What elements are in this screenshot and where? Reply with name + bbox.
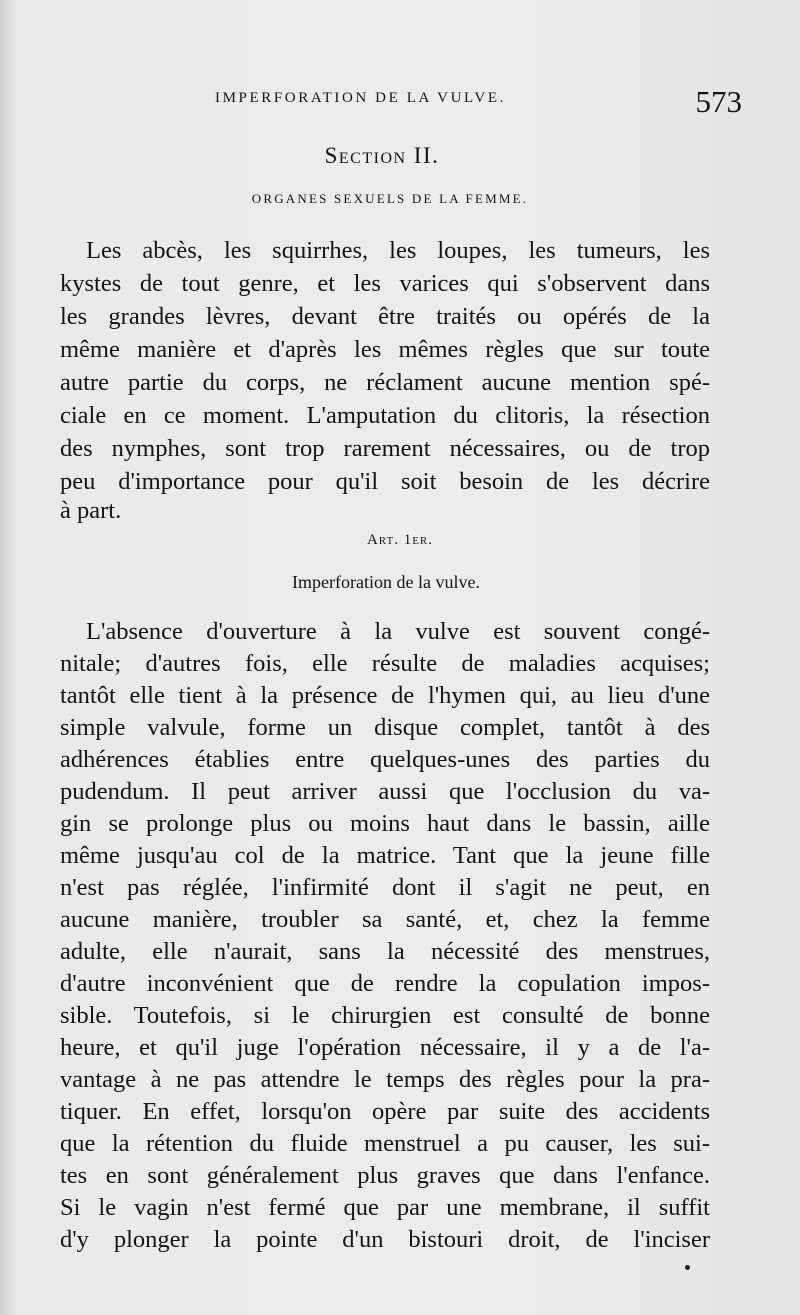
running-title: IMPERFORATION DE LA VULVE.	[215, 90, 506, 106]
paragraph-1-line: les grandes lèvres, devant être traités ou opérés de la	[60, 303, 710, 330]
paragraph-2-line: nitale; d'autres fois, elle résulte de maladies acquises;	[60, 650, 710, 677]
paragraph-2-line: d'y plonger la pointe d'un bistouri droit, de l'inciser	[60, 1226, 710, 1253]
paragraph-2-line: sible. Toutefois, si le chirurgien est consulté de bonne	[60, 1002, 710, 1029]
paragraph-2-line: d'autre inconvénient que de rendre la copulation impos-	[60, 970, 710, 997]
paragraph-1-line: autre partie du corps, ne réclament aucune mention spé-	[60, 369, 710, 396]
paragraph-1-line: kystes de tout genre, et les varices qui s'observent dans	[60, 270, 710, 297]
paragraph-2-line: vantage à ne pas attendre le temps des règles pour la pra-	[60, 1066, 710, 1093]
paragraph-2-line: aucune manière, troubler sa santé, et, chez la femme	[60, 906, 710, 933]
paragraph-2-line: même jusqu'au col de la matrice. Tant que la jeune fille	[60, 842, 710, 869]
paragraph-2-line: pudendum. Il peut arriver aussi que l'occlusion du va-	[60, 778, 710, 805]
paragraph-1-line: des nymphes, sont trop rarement nécessaires, ou de trop	[60, 435, 710, 462]
paragraph-2-line: tiquer. En effet, lorsqu'on opère par suite des accidents	[60, 1098, 710, 1125]
section-subtitle: ORGANES SEXUELS DE LA FEMME.	[251, 191, 529, 206]
paragraph-2-line: Si le vagin n'est fermé que par une membrane, il suffit	[60, 1194, 710, 1221]
paragraph-1-line: à part.	[60, 497, 122, 524]
paragraph-2-line: adhérences établies entre quelques-unes des parties du	[60, 746, 710, 773]
running-head	[60, 84, 742, 119]
article-title: Imperforation de la vulve.	[292, 572, 480, 592]
paragraph-2-line: que la rétention du fluide menstruel a pu causer, les sui-	[60, 1130, 710, 1157]
paragraph-2-line: adulte, elle n'aurait, sans la nécessité des menstrues,	[60, 938, 710, 965]
ink-speck	[685, 1265, 690, 1270]
paragraph-2-line: tes en sont généralement plus graves que dans l'enfance.	[60, 1162, 710, 1189]
paragraph-2-line: simple valvule, forme un disque complet, tantôt à des	[60, 714, 710, 741]
paragraph-2-line: L'absence d'ouverture à la vulve est souvent congé-	[86, 618, 710, 645]
section-title: Section II.	[324, 143, 440, 168]
paragraph-1-line: ciale en ce moment. L'amputation du clitoris, la résection	[60, 402, 710, 429]
page-number: 573	[695, 84, 742, 119]
paragraph-2-line: heure, et qu'il juge l'opération nécessaire, il y a de l'a-	[60, 1034, 710, 1061]
article-label: Art. 1er.	[366, 532, 434, 548]
paragraph-1-line: Les abcès, les squirrhes, les loupes, les tumeurs, les	[86, 237, 710, 264]
paragraph-2-line: tantôt elle tient à la présence de l'hymen qui, au lieu d'une	[60, 682, 710, 709]
paragraph-1-line: même manière et d'après les mêmes règles que sur toute	[60, 336, 710, 363]
paragraph-2-line: n'est pas réglée, l'infirmité dont il s'agit ne peut, en	[60, 874, 710, 901]
paragraph-2-line: gin se prolonge plus ou moins haut dans le bassin, aille	[60, 810, 710, 837]
paragraph-1-line: peu d'importance pour qu'il soit besoin de les décrire	[60, 468, 710, 495]
